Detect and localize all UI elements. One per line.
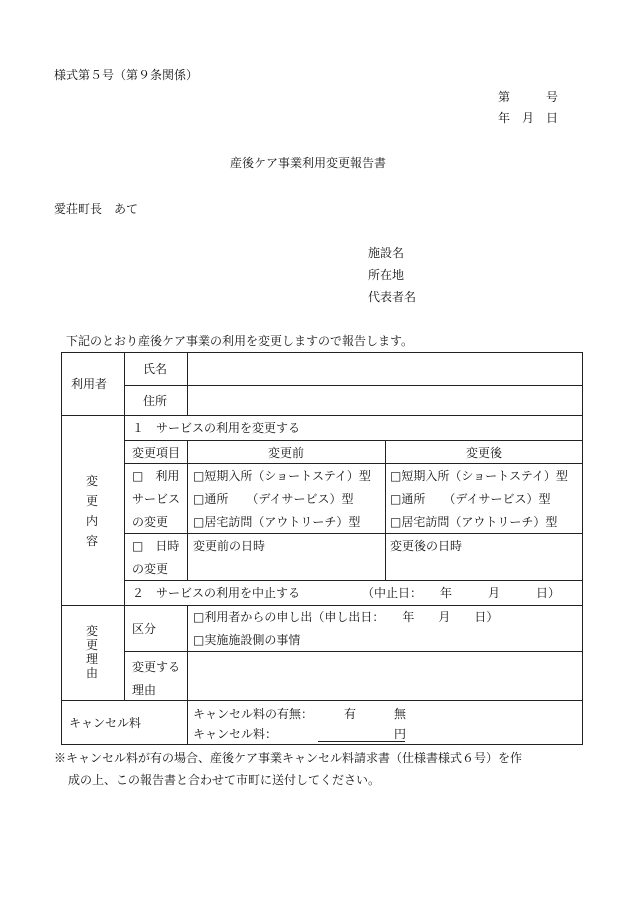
cancel-no: 無 [394, 707, 407, 721]
datetime-change-label-1: □ 日時 [132, 539, 180, 553]
date-label: 年 月 日 [498, 111, 559, 125]
cancel-fee-label: キャンセル料 [69, 716, 142, 730]
change-section-char-2: 更 [86, 494, 99, 508]
before-option-short-stay: □短期入所（ショートステイ）型 [193, 469, 371, 483]
reason-section-char-2: 更 [86, 638, 99, 652]
category-option-facility: □実施施設側の事情 [193, 633, 301, 647]
category-label: 区分 [132, 622, 157, 636]
reason-label-2: 理由 [132, 683, 157, 697]
service-change-label-3: の変更 [132, 515, 169, 529]
form-id: 様式第５号（第９条関係） [54, 68, 199, 82]
service-change-label-2: サービス [132, 492, 181, 506]
col-header-item: 変更項目 [132, 446, 181, 460]
reason-section-char-1: 変 [86, 624, 99, 638]
facility-location-label: 所在地 [368, 268, 405, 282]
change-section-char-4: 容 [86, 534, 99, 548]
change-option-1: １ サービスの利用を変更する [132, 421, 301, 435]
before-datetime-label: 変更前の日時 [193, 539, 266, 553]
number-label: 第 号 [498, 90, 559, 104]
before-option-day-service: □通所 （デイサービス）型 [193, 492, 354, 506]
after-option-outreach: □居宅訪問（アウトリーチ）型 [390, 515, 558, 529]
reason-section-char-4: 由 [86, 666, 99, 680]
change-section-char-1: 変 [86, 474, 99, 488]
intro-text: 下記のとおり産後ケア事業の利用を変更しますので報告します。 [66, 334, 414, 348]
cancel-presence-label: キャンセル料の有無： [193, 707, 314, 721]
name-label: 氏名 [143, 362, 168, 376]
facility-representative-label: 代表者名 [368, 290, 417, 304]
user-section-label: 利用者 [71, 377, 108, 391]
yen-label: 円 [394, 727, 407, 741]
reason-label-1: 変更する [132, 660, 181, 674]
note-line-2: 成の上、この報告書と合わせて市町に送付してください。 [68, 773, 381, 787]
reason-section-char-3: 理 [86, 652, 99, 666]
after-option-day-service: □通所 （デイサービス）型 [390, 492, 551, 506]
before-option-outreach: □居宅訪問（アウトリーチ）型 [193, 515, 361, 529]
note-line-1: ※キャンセル料が有の場合、産後ケア事業キャンセル料請求書（仕様書様式６号）を作 [54, 751, 523, 765]
after-option-short-stay: □短期入所（ショートステイ）型 [390, 469, 568, 483]
address-label: 住所 [143, 394, 168, 408]
datetime-change-label-2: の変更 [132, 562, 169, 576]
stop-date: （中止日： 年 月 日） [362, 586, 561, 600]
addressee: 愛荘町長 あて [54, 202, 139, 216]
facility-name-label: 施設名 [368, 246, 405, 260]
col-header-before: 変更前 [268, 446, 305, 460]
service-change-label-1: □ 利用 [132, 469, 180, 483]
change-option-2: ２ サービスの利用を中止する [132, 586, 301, 600]
cancel-yes: 有 [344, 707, 357, 721]
fee-amount-underline [318, 741, 405, 742]
category-option-user-request: □利用者からの申し出（申し出日： 年 月 日） [193, 610, 499, 624]
cancel-fee-amount-label: キャンセル料： [193, 727, 278, 741]
page-title: 産後ケア事業利用変更報告書 [230, 156, 387, 170]
after-datetime-label: 変更後の日時 [390, 539, 463, 553]
col-header-after: 変更後 [466, 446, 503, 460]
change-section-char-3: 内 [86, 514, 99, 528]
